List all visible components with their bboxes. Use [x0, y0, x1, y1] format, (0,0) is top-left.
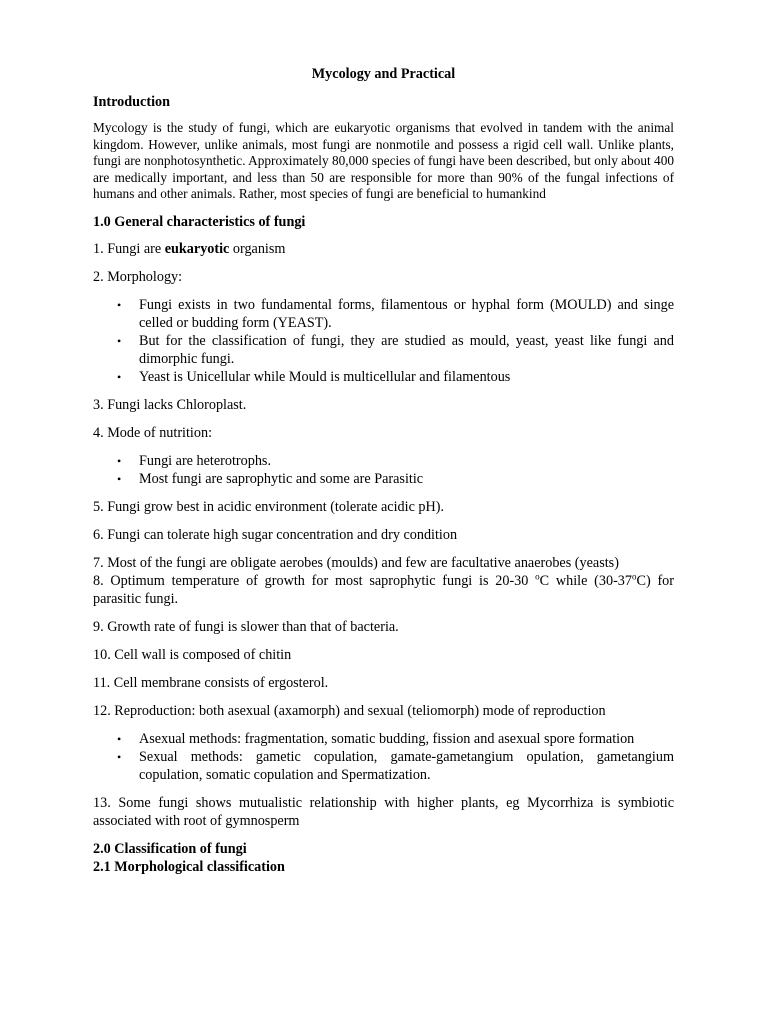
list-item — [93, 368, 674, 386]
list-item — [93, 296, 674, 332]
list-item — [93, 332, 674, 368]
introduction-paragraph: Mycology is the study of fungi, which are eukaryotic organisms that evolved in tandem with the animal kingdom. However, unlike animals, most fungi are nonmotile and possess a rigid cell wall. Unlike plants, fungi are nonphotosynthetic. Approximately 80,000 species of fungi have been described, but only about 400 are medically important, and less than 50 are responsible for more than 90% of the fungal infections of humans and other animals. Rather, most species of fungi are beneficial to humankind — [93, 120, 674, 202]
item-7: 7. Most of the fungi are obligate aerobes (moulds) and few are facultative anaerobes (yeasts) — [93, 554, 619, 571]
item-1 — [93, 240, 674, 258]
item-13: 13. Some fungi shows mutualistic relationship with higher plants, eg Mycorrhiza is symbiotic associated with root of gymnosperm — [93, 794, 674, 829]
item-8-part-2: C while (30-37 — [539, 572, 632, 589]
bullet-icon: • — [117, 297, 122, 312]
list-item-text: But for the classification of fungi, they are studied as mould, yeast, yeast like fungi and dimorphic fungi. — [139, 332, 674, 367]
bullet-icon: • — [117, 471, 122, 486]
degree-superscript: o — [632, 571, 637, 582]
item-1-prefix: 1. Fungi are — [93, 240, 165, 257]
list-item-text: Sexual methods: gametic copulation, gamate-gametangium opulation, gametangium copulation, somatic copulation and Spermatization. — [139, 748, 674, 783]
item-1-bold: eukaryotic — [164, 240, 230, 257]
list-item — [93, 730, 674, 748]
document-title: Mycology and Practical — [311, 66, 456, 82]
item-4: 4. Mode of nutrition: — [93, 424, 213, 441]
item-8-part-3: C) for parasitic fungi. — [93, 572, 675, 607]
list-item — [93, 470, 674, 488]
document-page — [93, 64, 674, 876]
list-item-text: Fungi exists in two fundamental forms, filamentous or hyphal form (MOULD) and singe celled or budding form (YEAST). — [139, 296, 674, 331]
degree-superscript: o — [535, 571, 540, 582]
item-10: 10. Cell wall is composed of chitin — [93, 646, 292, 663]
nutrition-bullet-list — [93, 452, 674, 488]
item-3: 3. Fungi lacks Chloroplast. — [93, 396, 247, 413]
bullet-icon: • — [117, 333, 122, 348]
item-6: 6. Fungi can tolerate high sugar concentration and dry condition — [93, 526, 458, 543]
bullet-icon: • — [117, 749, 122, 764]
morphology-bullet-list — [93, 296, 674, 386]
bullet-icon: • — [117, 369, 122, 384]
item-12: 12. Reproduction: both asexual (axamorph) and sexual (teliomorph) mode of reproduction — [93, 702, 606, 719]
item-8-part-1: 8. Optimum temperature of growth for most saprophytic fungi is 20-30 — [93, 572, 536, 589]
bullet-icon: • — [117, 731, 122, 746]
list-item-text: Fungi are heterotrophs. — [139, 452, 271, 469]
list-item — [93, 452, 674, 470]
list-item-text: Yeast is Unicellular while Mould is multicellular and filamentous — [139, 368, 511, 385]
list-item-text: Most fungi are saprophytic and some are Parasitic — [139, 470, 424, 487]
introduction-heading: Introduction — [93, 94, 170, 110]
list-item-text: Asexual methods: fragmentation, somatic budding, fission and asexual spore formation — [139, 730, 635, 747]
item-8 — [93, 572, 674, 608]
section-2-1-heading: 2.1 Morphological classification — [93, 858, 285, 875]
item-11: 11. Cell membrane consists of ergosterol. — [93, 674, 329, 691]
item-2: 2. Morphology: — [93, 268, 183, 285]
item-9: 9. Growth rate of fungi is slower than that of bacteria. — [93, 618, 399, 635]
item-1-suffix: organism — [229, 240, 286, 257]
section-1-heading: 1.0 General characteristics of fungi — [93, 213, 306, 230]
list-item — [93, 748, 674, 784]
reproduction-bullet-list — [93, 730, 674, 784]
item-5: 5. Fungi grow best in acidic environment (tolerate acidic pH). — [93, 498, 445, 515]
section-2-heading: 2.0 Classification of fungi — [93, 840, 247, 857]
bullet-icon: • — [117, 453, 122, 468]
